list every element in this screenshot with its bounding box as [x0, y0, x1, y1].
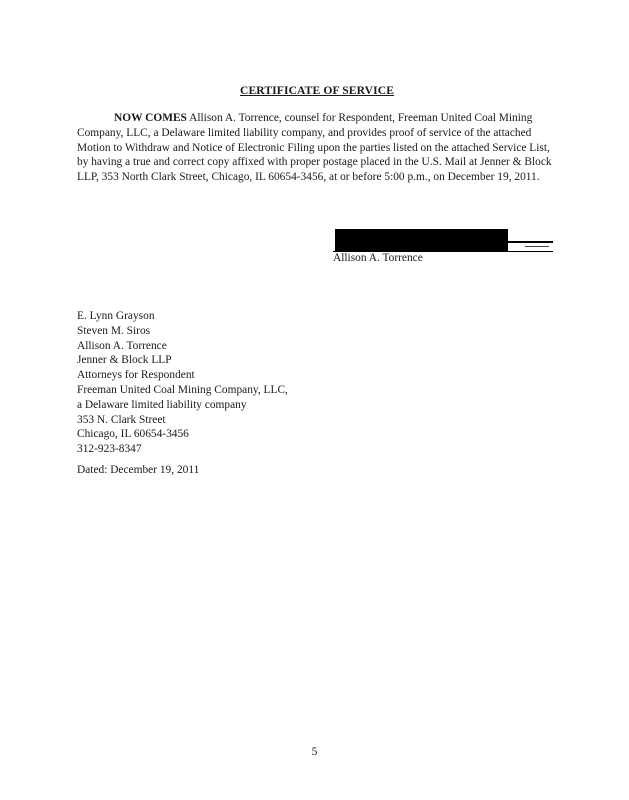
signature-block — [333, 227, 557, 269]
address-line: a Delaware limited liability company — [77, 398, 247, 411]
body-text: Allison A. Torrence, counsel for Respondent, Freeman United Coal Mining Company, LLC, a Delaware limited liability company, and provides proof of service of the attached Motion to Withdraw and Notice of Electronic Filing upon the parties listed on the attached Service List, by having a true and correct copy affixed with proper postage placed in the U.S. Mail at Jenner & Block LLP, 353 North Clark Street, Chicago, IL 60654-3456, at or before 5:00 p.m., on December 19, 2011. — [77, 112, 552, 184]
signature-stroke — [507, 241, 553, 243]
address-line: E. Lynn Grayson — [77, 310, 155, 322]
address-line: Attorneys for Respondent — [77, 369, 195, 382]
address-line: Freeman United Coal Mining Company, LLC, — [77, 383, 288, 396]
certificate-body — [77, 111, 559, 185]
redacted-signature — [335, 229, 508, 251]
address-line: Chicago, IL 60654-3456 — [77, 428, 189, 441]
address-line: 312-923-8347 — [77, 443, 142, 456]
address-line: 353 N. Clark Street — [77, 413, 166, 426]
page-title: CERTIFICATE OF SERVICE — [239, 84, 395, 97]
address-block — [77, 309, 288, 457]
page-number: 5 — [311, 746, 318, 758]
signature-stroke-small — [525, 246, 549, 247]
dated-line: Dated: December 19, 2011 — [77, 464, 200, 476]
signer-name: Allison A. Torrence — [333, 252, 423, 264]
body-lead: NOW COMES — [114, 112, 187, 124]
address-line: Allison A. Torrence — [77, 339, 167, 352]
address-line: Steven M. Siros — [77, 324, 151, 337]
address-line: Jenner & Block LLP — [77, 354, 172, 367]
